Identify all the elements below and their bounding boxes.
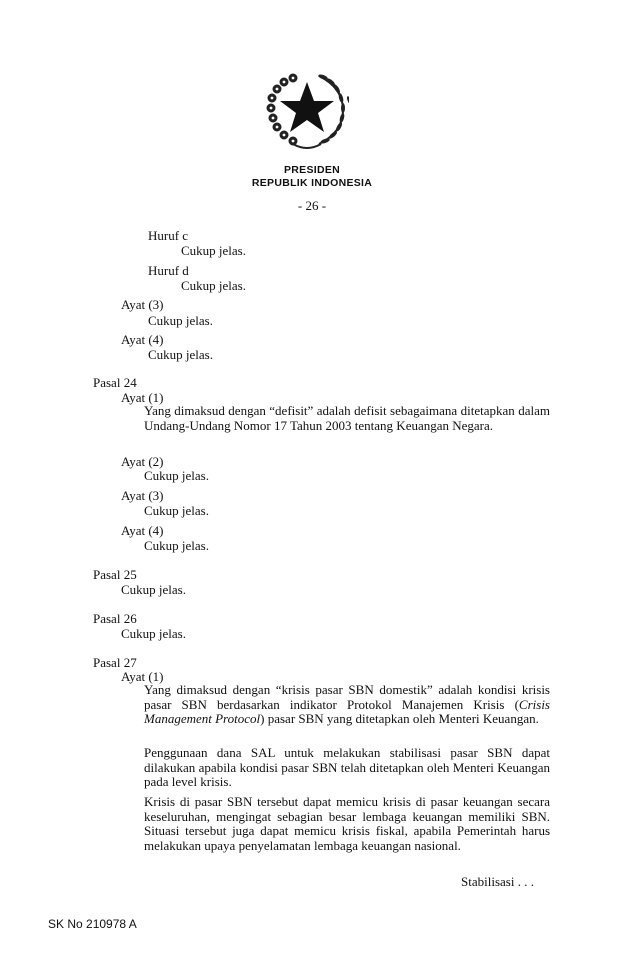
- pasal-27-ayat-1-label: Ayat (1): [121, 669, 164, 684]
- header-title-presiden: PRESIDEN: [283, 164, 341, 176]
- huruf-d-label: Huruf d: [148, 263, 189, 278]
- pasal-24-ayat-4-text: Cukup jelas.: [144, 538, 209, 553]
- pasal-25-text: Cukup jelas.: [121, 582, 186, 597]
- pasal-27-p1-text-a: Yang dimaksud dengan “krisis pasar SBN domestik” adalah kondisi krisis pasar SBN berdasarkan indikator Protokol Manajemen Krisis (: [144, 682, 550, 712]
- pasal-27-heading: Pasal 27: [93, 655, 137, 670]
- pasal-27-paragraph-3: Krisis di pasar SBN tersebut dapat memicu krisis di pasar keuangan secara keseluruhan, mengingat sebagian besar lembaga keuangan memiliki SBN. Situasi tersebut juga dapat memicu krisis fiskal, apabila Pemerintah harus melakukan upaya penyelamatan lembaga keuangan nasional.: [144, 794, 550, 853]
- pasal-24-ayat-4-label: Ayat (4): [121, 523, 164, 538]
- pasal-24-heading: Pasal 24: [93, 375, 137, 390]
- garuda-star-emblem-icon: [263, 68, 349, 152]
- pasal-27-p1-text-b: ) pasar SBN yang ditetapkan oleh Menteri Keuangan.: [260, 711, 539, 727]
- continuation-text: Stabilisasi . . .: [461, 874, 534, 889]
- pasal-24-ayat-3-text: Cukup jelas.: [144, 503, 209, 518]
- pasal-24-ayat-3-label: Ayat (3): [121, 488, 164, 503]
- pasal-24-ayat-2-label: Ayat (2): [121, 454, 164, 469]
- pasal-24-ayat-1-label: Ayat (1): [121, 390, 164, 405]
- huruf-d-text: Cukup jelas.: [181, 278, 246, 293]
- pasal-26-text: Cukup jelas.: [121, 626, 186, 641]
- ayat-3-text: Cukup jelas.: [148, 313, 213, 328]
- pasal-27-paragraph-1: [144, 683, 550, 727]
- ayat-3-label: Ayat (3): [121, 297, 164, 312]
- huruf-c-label: Huruf c: [148, 228, 189, 243]
- document-code: SK No 210978 A: [48, 917, 137, 931]
- pasal-24-ayat-1-text: Yang dimaksud dengan “defisit” adalah defisit sebagaimana ditetapkan dalam Undang-Undang Nomor 17 Tahun 2003 tentang Keuangan Negara.: [144, 403, 550, 433]
- page-number: - 26 -: [297, 198, 327, 213]
- ayat-4-label: Ayat (4): [121, 332, 164, 347]
- huruf-c-text: Cukup jelas.: [181, 243, 246, 258]
- pasal-25-heading: Pasal 25: [93, 567, 137, 582]
- header-title-republik: REPUBLIK INDONESIA: [251, 177, 373, 189]
- ayat-4-text: Cukup jelas.: [148, 347, 213, 362]
- pasal-27-p1-italic: Crisis Management Protocol: [144, 696, 550, 727]
- pasal-27-paragraph-2: Penggunaan dana SAL untuk melakukan stabilisasi pasar SBN dapat dilakukan apabila kondisi pasar SBN telah ditetapkan oleh Menteri Keuangan pada level krisis.: [144, 745, 550, 790]
- pasal-24-ayat-2-text: Cukup jelas.: [144, 468, 209, 483]
- pasal-26-heading: Pasal 26: [93, 611, 137, 626]
